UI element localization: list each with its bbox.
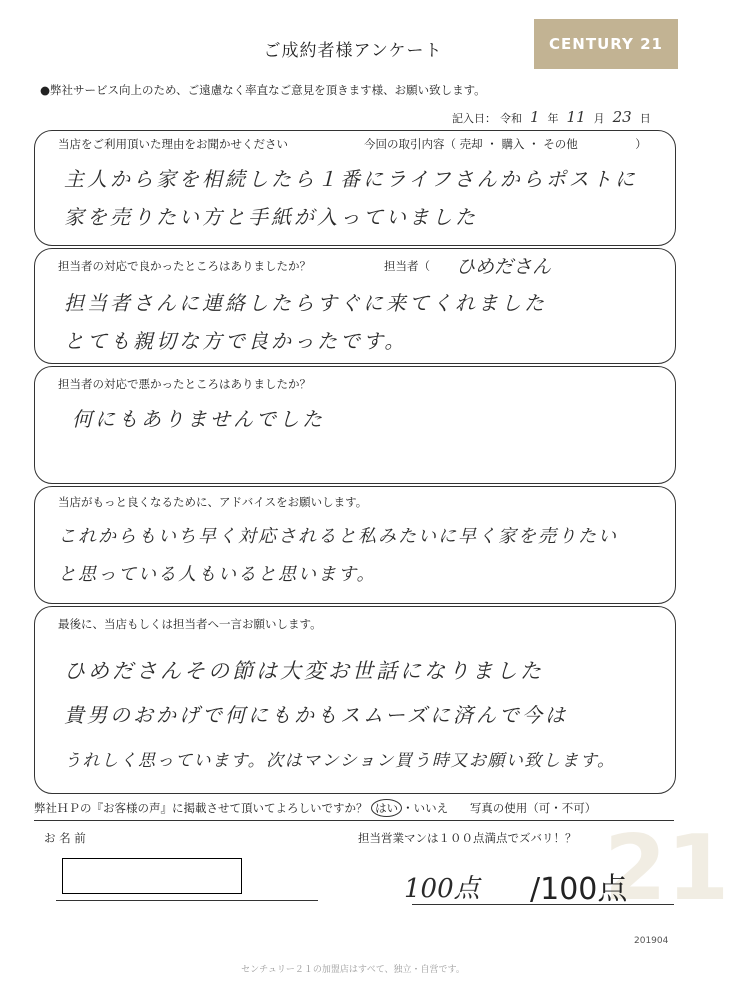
consent-yes-circled: はい: [371, 799, 402, 817]
franchise-disclaimer: センチュリー２１の加盟店はすべて、独立・自営です。: [241, 965, 465, 975]
name-underline: [56, 900, 318, 901]
q5-answer-line2: 貴男のおかげで何にもかもスムーズに済んで今は: [64, 703, 568, 727]
consent-separator: ・: [402, 801, 414, 815]
photo-usage: 写真の使用（可・不可）: [469, 801, 597, 815]
q3-answer-line1: 何にもありませんでした: [72, 407, 325, 431]
score-underline: [412, 904, 674, 905]
staff-label: 担当者（: [384, 259, 430, 273]
q1-question: 当店をご利用頂いた理由をお聞かせください: [58, 137, 288, 151]
date-era: 令和: [500, 112, 522, 125]
q2-answer-line1: 担当者さんに連絡したらすぐに来てくれました: [64, 291, 547, 315]
date-month: 11: [566, 108, 586, 126]
date-day: 23: [612, 108, 632, 126]
intro-text: ●弊社サービス向上のため、ご遠慮なく率直なご意見を頂きます様、お願い致します。: [40, 83, 486, 97]
q5-question: 最後に、当店もしくは担当者へ一言お願いします。: [58, 617, 322, 631]
date-label: 記入日：: [452, 112, 496, 125]
century21-watermark: 21: [604, 816, 729, 921]
survey-title: ご成約者様アンケート: [263, 41, 443, 61]
q1-answer-line2: 家を売りたい方と手紙が入っていました: [64, 205, 478, 229]
date-year: 1: [530, 108, 540, 126]
date-day-unit: 日: [639, 112, 651, 125]
staff-name: ひめださん: [456, 256, 552, 278]
score-handwritten: 100点: [404, 874, 480, 904]
date-month-unit: 月: [593, 112, 605, 125]
q5-answer-line1: ひめださんその節は大変お世話になりました: [64, 659, 544, 683]
score-printed: /100点: [530, 872, 628, 907]
q4-answer-line1: これからもいち早く対応されると私みたいに早く家を売りたい: [58, 526, 618, 547]
score-question: 担当営業マンは１００点満点でズバリ！？: [358, 831, 577, 845]
q2-question: 担当者の対応で良かったところはありましたか？: [58, 259, 311, 273]
q1-answer-line1: 主人から家を相続したら１番にライフさんからポストに: [64, 167, 638, 191]
q5-answer-line3: うれしく思っています。次はマンション買う時又お願い致します。: [64, 751, 616, 771]
consent-question: 弊社ＨＰの『お客様の声』に掲載させて頂いてよろしいですか？: [34, 801, 368, 815]
hp-consent-row: [34, 799, 596, 817]
form-code: 201904: [634, 936, 669, 946]
q3-question: 担当者の対応で悪かったところはありましたか？: [58, 377, 311, 391]
q2-answer-line2: とても親切な方で良かったです。: [64, 329, 408, 353]
entry-date: [452, 108, 651, 126]
name-label: お 名 前: [44, 831, 86, 845]
century21-logo: CENTURY 21: [534, 19, 678, 69]
consent-no: いいえ: [413, 801, 449, 815]
q4-question: 当店がもっと良くなるために、アドバイスをお願いします。: [58, 495, 368, 509]
q4-answer-line2: と思っている人もいると思います。: [58, 564, 377, 585]
transaction-type: 今回の取引内容（ 売却 ・ 購入 ・ その他 ）: [364, 137, 647, 151]
redacted-name-box: [62, 858, 242, 894]
date-year-unit: 年: [547, 112, 559, 125]
